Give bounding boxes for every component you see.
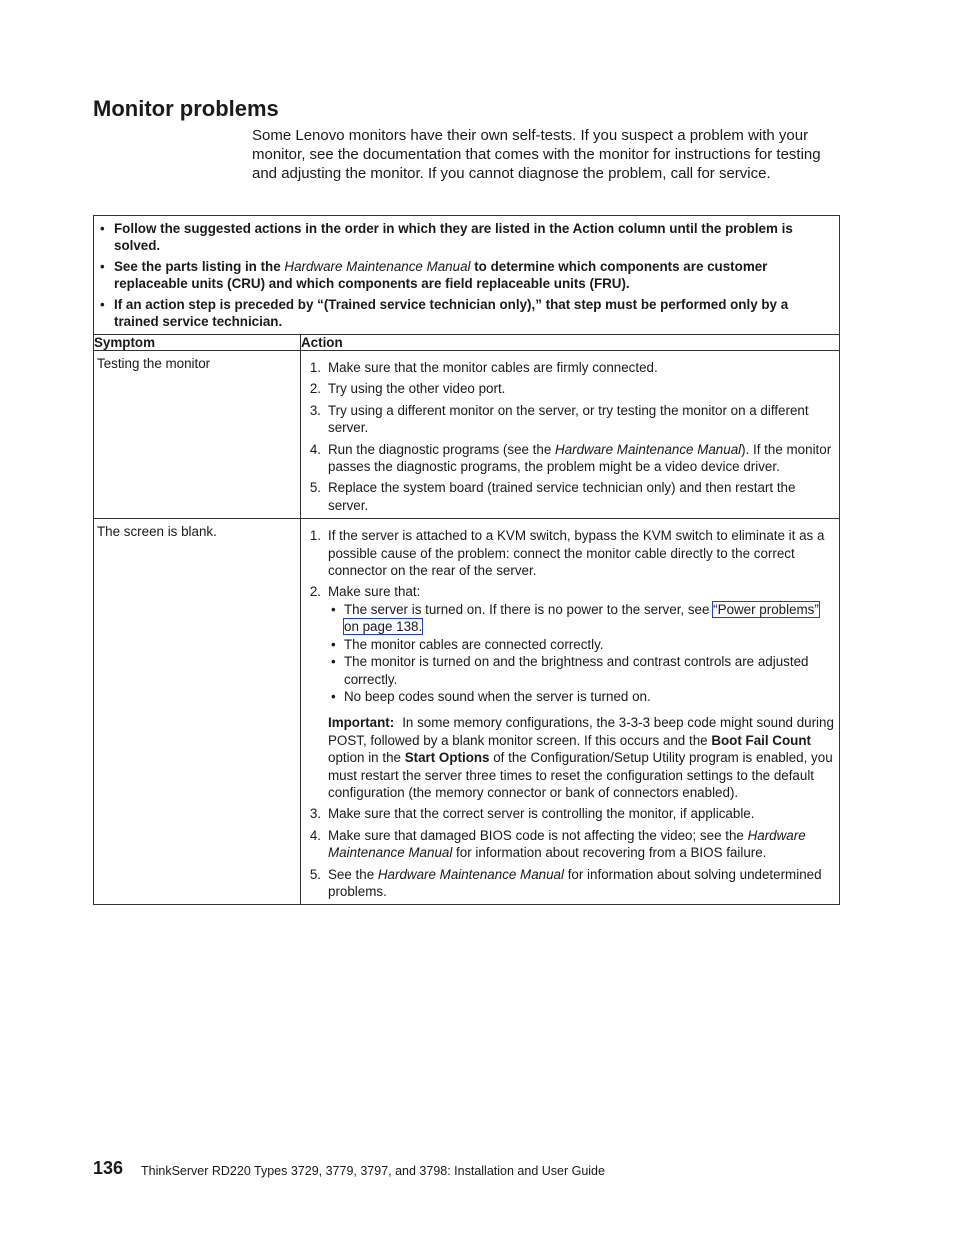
note-text: Follow the suggested actions in the order in which they are listed in the Action column until the problem is solved. [114,221,793,253]
page-title: Monitor problems [93,96,279,121]
note-text: In some memory configurations, the 3-3-3 beep code might sound during POST, followed by a blank monitor screen. If this occurs and the [328,715,834,748]
step-text: Run the diagnostic programs (see the [328,441,556,457]
step-text: Make sure that: [328,584,421,600]
important-note [328,714,835,801]
intro-paragraph: Some Lenovo monitors have their own self-tests. If you suspect a problem with your monitor, see the documentation that comes with the monitor for instructions for testing and adjusting the monitor. If you cannot diagnose the problem, call for service. [252,127,821,182]
checklist-item: • The monitor cables are connected correctly. [328,636,835,653]
note-text: to determine which components are customer replaceable units (CRU) and which components are field replaceable units (FRU). [114,259,768,291]
action-step: 4. Make sure that damaged BIOS code is not affecting the video; see the Hardware Maintenance Manual for information about recovering from a BIOS failure. [309,827,806,861]
table-header-row [94,335,840,351]
step-text: Make sure that the correct server is controlling the monitor, if applicable. [328,806,755,822]
step-text: See the [328,866,378,882]
action-step: 5. See the Hardware Maintenance Manual for information about solving undetermined problems. [309,866,822,899]
notes-list [98,220,833,330]
action-step: 2. Make sure that: • The server is turned on. If there is no power to the server, see “Power problems” on page 138. • The monitor cables are connected correctly. • The monitor is turned on and the brightness and contrast controls are adjusted correctly. • No beep codes sound when the server is turned on. Important: In some memory configurations, the 3-3-3 beep code might sound during POST, followed by a blank monitor screen. If this occurs and the Boot Fail Count option in the Start Options of the Configuration/Setup Utility program is enabled, you must restart the server three times to reset the configuration settings to the default configuration (the memory connector or bank of connectors enabled). [305,583,835,801]
notes-row [94,216,840,335]
footer-title: ThinkServer RD220 Types 3729, 3779, 3797, and 3798: Installation and User Guide [141,1164,605,1178]
page-number: 136 [93,1158,124,1178]
checklist-item: • The monitor is turned on and the brightness and contrast controls are adjusted correctly. [328,653,835,688]
note-item [98,258,833,292]
symptom-cell: The screen is blank. [94,519,301,905]
action-step: 1. If the server is attached to a KVM switch, bypass the KVM switch to eliminate it as a possible cause of the problem: connect the monitor cable directly to the correct connector on the rear of the server. [309,528,825,579]
step-text: Try using the other video port. [328,381,506,397]
action-step: 1. Make sure that the monitor cables are firmly connected. [309,360,658,375]
note-text: If an action step is preceded by “(Trained service technician only),” that step must be performed only by a trained service technician. [114,297,789,329]
step-text: Make sure that the monitor cables are firmly connected. [328,360,658,375]
note-text: See the parts listing in the [114,259,285,274]
action-header: Action [301,335,840,351]
step-text: ). If the monitor passes the diagnostic programs, the problem might be a video device driver. [328,441,832,475]
step-text: Replace the system board (trained service technician only) and then restart the server. [328,480,796,513]
menu-name: Start Options [404,750,490,766]
action-step: 5. Replace the system board (trained service technician only) and then restart the server. [309,480,796,513]
step-text: Try using a different monitor on the server, or try testing the monitor on a different server. [328,402,809,436]
note-text: option in the [328,750,405,766]
table-row [94,351,840,519]
action-cell [301,519,840,905]
option-name: Boot Fail Count [711,732,811,748]
step-text: The server is turned on. If there is no power to the server, see [344,601,714,617]
action-steps [305,527,835,900]
manual-title: Hardware Maintenance Manual [328,827,806,861]
checklist [328,601,835,705]
notes-cell [94,216,840,335]
step-text: If the server is attached to a KVM switch, bypass the KVM switch to eliminate it as a possible cause of the problem: connect the monitor cable directly to the correct connector on the rear of the server. [328,528,825,579]
note-item [98,296,833,330]
checklist-item [328,601,835,636]
action-step: 4. Run the diagnostic programs (see the Hardware Maintenance Manual). If the monitor passes the diagnostic programs, the problem might be a video device driver. [309,441,832,475]
manual-title: Hardware Maintenance Manual [284,259,471,274]
step-text: for information about solving undetermined problems. [328,866,822,899]
action-cell [301,351,840,519]
note-text: of the Configuration/Setup Utility program is enabled, you must restart the server three times to reset the configuration settings to the default configuration (the memory connector or bank of connectors enabled). [328,750,833,800]
step-text: for information about recovering from a BIOS failure. [452,845,767,861]
important-label: Important: [328,715,395,731]
symptom-cell: Testing the monitor [94,351,301,519]
manual-title: Hardware Maintenance Manual [555,441,742,457]
action-steps [305,359,835,514]
checklist-item: • No beep codes sound when the server is turned on. [328,688,835,705]
action-step: 3. Try using a different monitor on the server, or try testing the monitor on a different server. [309,402,809,436]
action-step: 3. Make sure that the correct server is controlling the monitor, if applicable. [309,806,755,822]
power-problems-link[interactable]: “Power problems” on page 138. [344,601,819,635]
action-step: 2. Try using the other video port. [309,381,506,397]
note-item [98,220,833,254]
troubleshooting-table [93,215,840,905]
manual-title: Hardware Maintenance Manual [377,866,564,882]
table-row [94,519,840,905]
step-text: Make sure that damaged BIOS code is not affecting the video; see the [328,827,748,843]
symptom-header: Symptom [94,335,301,351]
